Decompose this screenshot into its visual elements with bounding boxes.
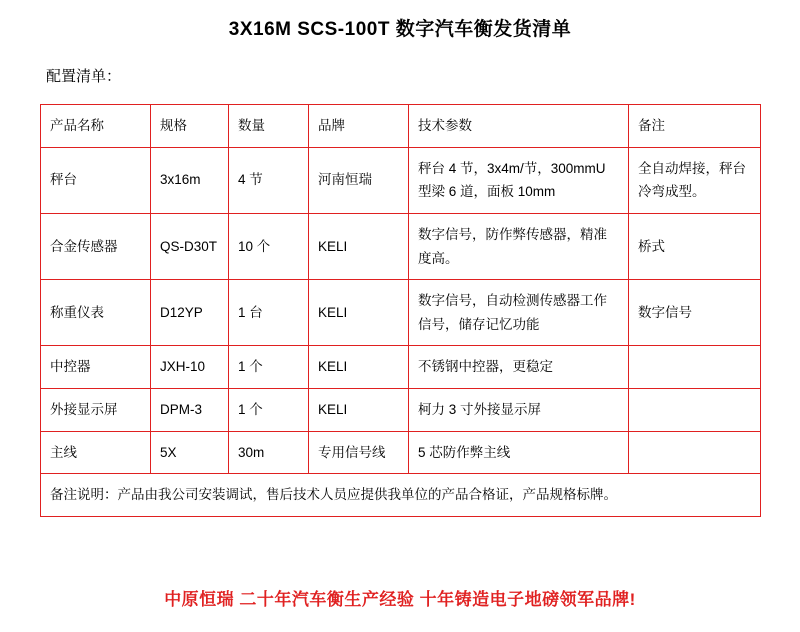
cell-params: 5 芯防作弊主线 — [409, 431, 629, 474]
column-header-name: 产品名称 — [41, 105, 151, 148]
cell-qty: 4 节 — [229, 147, 309, 213]
cell-remark: 全自动焊接，秤台冷弯成型。 — [629, 147, 761, 213]
cell-spec: QS-D30T — [151, 213, 229, 279]
cell-qty: 1 个 — [229, 389, 309, 432]
cell-spec: DPM-3 — [151, 389, 229, 432]
cell-brand: 河南恒瑞 — [309, 147, 409, 213]
cell-spec: 3x16m — [151, 147, 229, 213]
column-header-brand: 品牌 — [309, 105, 409, 148]
table-row — [41, 431, 761, 474]
cell-brand: KELI — [309, 280, 409, 346]
cell-params: 不锈钢中控器，更稳定 — [409, 346, 629, 389]
cell-params: 数字信号，自动检测传感器工作信号，储存记忆功能 — [409, 280, 629, 346]
cell-spec: JXH-10 — [151, 346, 229, 389]
cell-name: 外接显示屏 — [41, 389, 151, 432]
cell-name: 合金传感器 — [41, 213, 151, 279]
column-header-qty: 数量 — [229, 105, 309, 148]
cell-brand: KELI — [309, 389, 409, 432]
table-header-row — [41, 105, 761, 148]
cell-brand: KELI — [309, 213, 409, 279]
cell-spec: 5X — [151, 431, 229, 474]
config-list-label: 配置清单： — [46, 68, 122, 85]
table-note-row — [41, 474, 761, 517]
cell-name: 秤台 — [41, 147, 151, 213]
cell-name: 称重仪表 — [41, 280, 151, 346]
table-row — [41, 346, 761, 389]
cell-remark — [629, 431, 761, 474]
cell-brand: KELI — [309, 346, 409, 389]
spec-table — [40, 104, 761, 517]
cell-qty: 1 个 — [229, 346, 309, 389]
cell-qty: 30m — [229, 431, 309, 474]
cell-params: 柯力 3 寸外接显示屏 — [409, 389, 629, 432]
cell-name: 主线 — [41, 431, 151, 474]
table-row — [41, 280, 761, 346]
cell-qty: 10 个 — [229, 213, 309, 279]
cell-remark — [629, 389, 761, 432]
column-header-spec: 规格 — [151, 105, 229, 148]
cell-name: 中控器 — [41, 346, 151, 389]
page-title: 3X16M SCS-100T 数字汽车衡发货清单 — [228, 19, 572, 40]
column-header-remark: 备注 — [629, 105, 761, 148]
cell-spec: D12YP — [151, 280, 229, 346]
table-row — [41, 213, 761, 279]
cell-remark: 桥式 — [629, 213, 761, 279]
column-header-params: 技术参数 — [409, 105, 629, 148]
table-row — [41, 147, 761, 213]
table-row — [41, 389, 761, 432]
cell-remark: 数字信号 — [629, 280, 761, 346]
cell-params: 数字信号，防作弊传感器，精准度高。 — [409, 213, 629, 279]
cell-params: 秤台 4 节，3x4m/节，300mmU 型梁 6 道，面板 10mm — [409, 147, 629, 213]
document-page — [0, 14, 800, 632]
cell-remark — [629, 346, 761, 389]
footer-slogan: 中原恒瑞 二十年汽车衡生产经验 十年铸造电子地磅领军品牌! — [164, 590, 636, 609]
cell-qty: 1 台 — [229, 280, 309, 346]
note-text: 备注说明：产品由我公司安装调试，售后技术人员应提供我单位的产品合格证，产品规格标牌。 — [41, 474, 761, 517]
cell-brand: 专用信号线 — [309, 431, 409, 474]
